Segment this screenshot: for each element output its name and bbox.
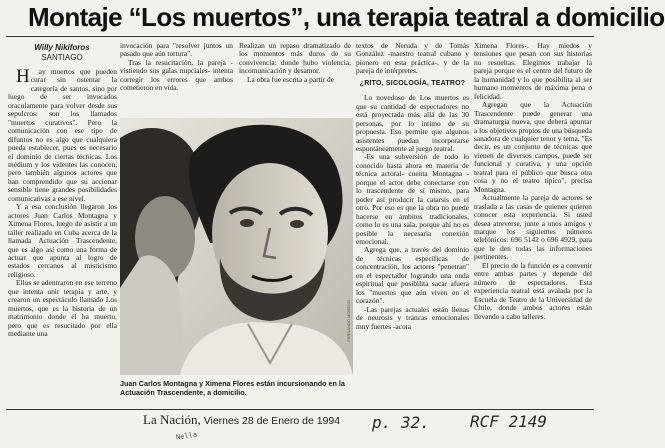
paragraph: Ximena Flores-. Hay miedos y tensiones que pesan con sus historias no resueltas. Elegimos trabajar la pareja porque es el centro del futuro de la humanidad y lo que posibilita al ser humano momentos de máxima pena o felicidad. <box>474 41 592 101</box>
paragraph: Lo novedoso de Los muertos es que su cantidad de espectadores no está proyectada más allá de las 30 personas, por lo íntimo de su propuesta. Eso permite que algunos asistentes puedan incorporarse espontáneamente al juego teatral. <box>356 93 469 153</box>
paragraph: El precio de la función es a convenir entre ambas partes y depende del número de espectadores. Esta experiencia teatral está avalada por la Escuela de Teatro de la Universidad de Chile, donde ambos actores están llevando a cabo talleres. <box>474 260 592 321</box>
paragraph: Agregan que la Actuación Trascendente puede generar una dramaturgia nueva, que deberá apuntar a los objetivos propios de una búsqueda sanadora de cualquier tenor y tema. "Es decir, es un conjunto de técnicas que vienen de diversos campos, puede ser funcional y curativa, y una opción teatral para el público que busca otra cosa y no el teatro típico", precisa Montagna. <box>474 100 592 194</box>
paragraph: Hay muertos que pueden curar sin ostentar la categoría de santos, sino por luego de ser invocados oraculamente para volver desde sus sepulcros: son los llamados "muertos curativos". Pero la comunicación con ese tipo de difuntos no es algo que cualquiera pueda establecer, pues es necesario el dominio de ciertas técnicas. Los médium y los videntes las conocen, pero también algunos actores que han comprendido que su accionar sensible tiene grandes posibilidades comunicativas a ese nivel. <box>8 66 117 203</box>
actors-photo <box>120 118 353 375</box>
handwritten-stamp: Nella <box>175 430 198 442</box>
footer-rule <box>6 409 594 410</box>
article-column-1 <box>8 68 117 406</box>
paragraph: -Es una subversión de todo lo conocido hasta ahora en materia de técnica actoral- cuenta Montagna -porque el actor debe conectarse con lo trascendente de sí mismo, para poder así producir la catarsis en el otro. Por eso es que la obra no puede hacerse en ámbitos tradicionales, como lo es una sala, porque ahí no es posible la necesaria conexión emocional. <box>356 152 469 246</box>
article-column-2 <box>120 42 233 116</box>
photo-caption: Juan Carlos Montagna y Ximena Flores están incursionando en la Actuación Trascendente, a domicilio. <box>120 379 345 397</box>
paragraph: -Las parejas actuales están llenas de neurosis y trancas emocionales muy fuertes -acota <box>356 304 469 331</box>
paragraph: textos de Neruda y de Tomás González -maestro teatral cubano y pionero en esta práctica-, y de la pareja de intérpretes. <box>356 41 469 76</box>
paragraph: Y a esa conclusión llegaron los actores Juan Carlos Montagna y Ximena Flores, luego de asistir a un taller realizado en Cuba acerca de la llamada Actuación Trascendente, que es algo así como una forma de actuar que apunta al logro de estados cercanos al misticismo religioso. <box>8 202 117 279</box>
paragraph: invocación para "resolver juntos un pasado que aún tortura". <box>120 41 233 59</box>
footer-source <box>143 412 340 428</box>
actors-photo-image <box>120 118 353 375</box>
headline-rule <box>6 36 594 37</box>
paragraph: La obra fue escrita a partir de <box>247 74 334 84</box>
paragraph: Agrega que, a través del dominio de técnicas específicas de concentración, los actores "penetran" en el espectador logrando una onda espiritual que posibilita sacar afuera los "muertos que aún viven en el corazón". <box>356 245 469 306</box>
photo-credit: FERNANDO MORENO <box>346 300 351 342</box>
author-name: Willy Nikiforos <box>34 43 90 52</box>
article-headline: Montaje “Los muertos”, una terapia teatral a domicilio <box>28 2 665 32</box>
byline-location: SANTIAGO <box>41 53 83 62</box>
paragraph: Actualmente la pareja de actores se traslada a las casas de quienes quieren conocer esta experiencia. Si usted desea atreverse, junte a unos amigos y marque los siguientes números telefónicos: 696 5142 o 696 4929, para que le den todas las informaciones pertinentes. <box>474 193 592 262</box>
byline <box>8 43 116 63</box>
article-column-5 <box>474 42 592 406</box>
handwritten-archive-code: RCF 2149 <box>470 412 548 431</box>
publication-date: Viernes 28 de Enero de 1994 <box>203 415 341 427</box>
article-column-3 <box>239 42 351 116</box>
paragraph: Realizan un repaso dramatizado de los momentos más duros de su convivencia: donde hubo violencia, incomunicación y desamor. <box>239 41 351 76</box>
handwritten-page-ref: p. 32. <box>372 413 430 432</box>
section-subhead: ¿RITO, SICOLOGÍA, TEATRO? <box>359 79 466 87</box>
paragraph: Tras la resucitación, la pareja -vistiendo sus galas nupciales- intenta corregir los errores que ambos cometieron en vida. <box>120 57 233 93</box>
article-column-4 <box>356 42 469 406</box>
newspaper-name: La Nación, <box>143 412 201 427</box>
paragraph: Ellos se adentraron en ese terreno que intenta unir terapia y arte, y crearon un espectáculo llamado Los muertos, que es la historia de un matrimonio donde él ha muerto, pero que es resucitado por ella mediante una <box>8 278 117 339</box>
